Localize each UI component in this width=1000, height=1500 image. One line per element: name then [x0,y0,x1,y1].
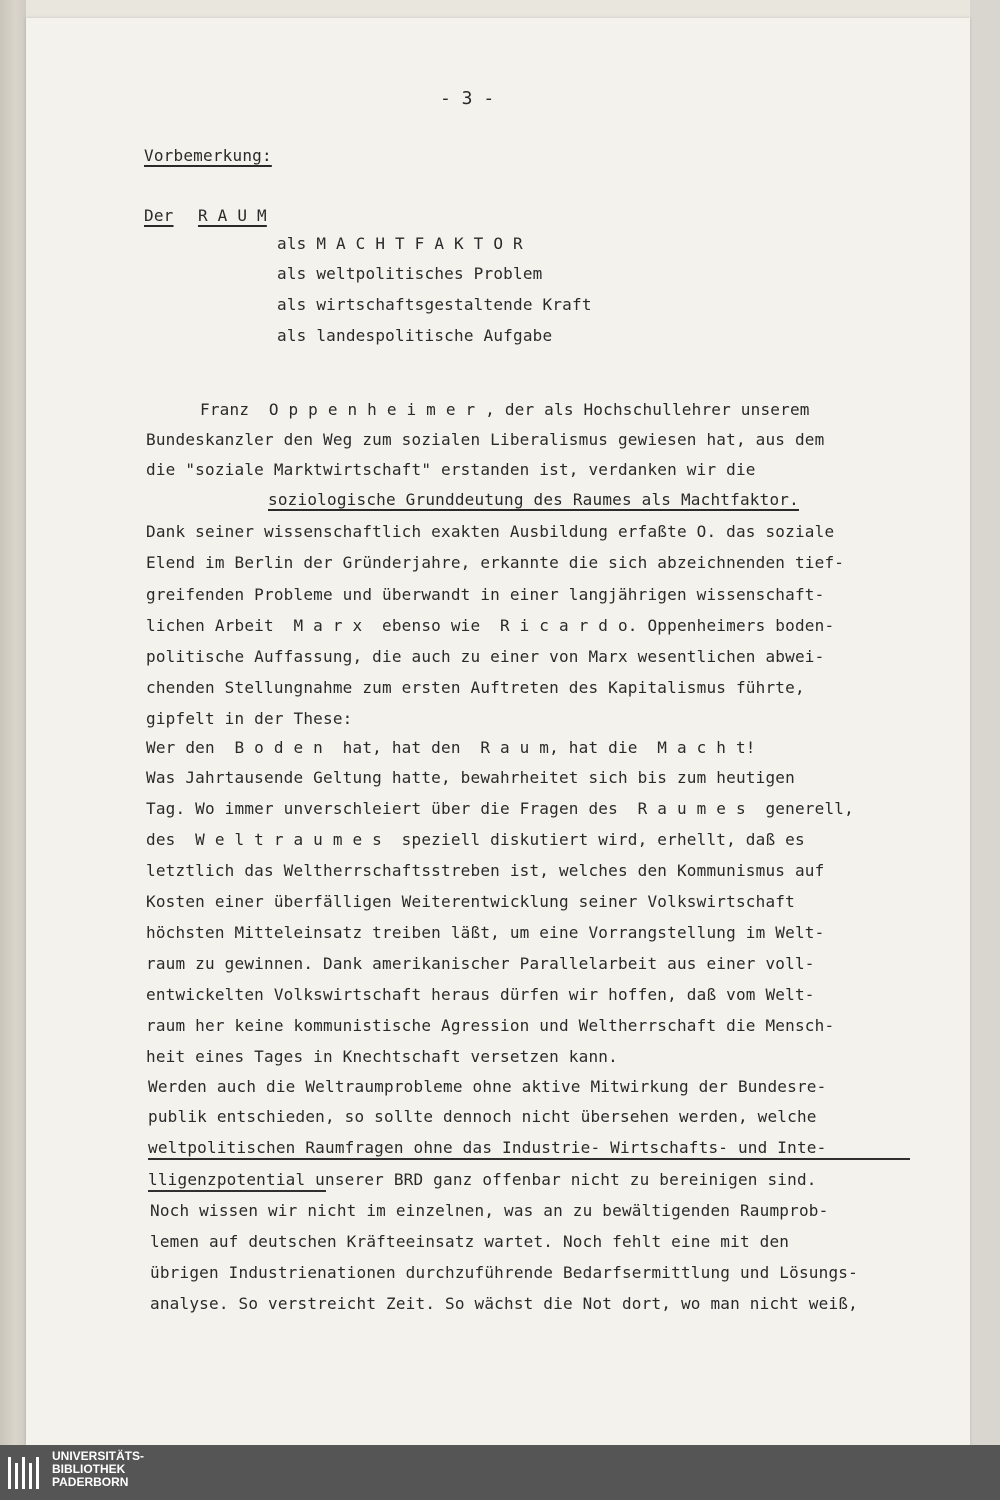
body-line: lichen Arbeit M a r x ebenso wie R i c a r d o. Oppenheimers boden- [146,616,835,635]
body-line: publik entschieden, so sollte dennoch nicht übersehen werden, welche [148,1107,817,1126]
logo-line: UNIVERSITÄTS- [52,1449,145,1463]
body-line: Dank seiner wissenschaftlich exakten Ausbildung erfaßte O. das soziale [146,522,835,541]
body-line: Tag. Wo immer unverschleiert über die Fragen des R a u m e s generell, [146,799,854,818]
body-line-emphasis: soziologische Grunddeutung des Raumes als Machtfaktor. [268,490,799,509]
body-line: Noch wissen wir nicht im einzelnen, was an zu bewältigenden Raumprob- [150,1201,829,1220]
logo-line: PADERBORN [52,1475,129,1489]
page-number: - 3 - [440,88,495,109]
body-line: raum zu gewinnen. Dank amerikanischer Parallelarbeit aus einer voll- [146,954,815,973]
body-line: übrigen Industrienationen durchzuführende Bedarfsermittlung und Lösungs- [150,1263,858,1282]
body-line: chenden Stellungnahme zum ersten Auftreten des Kapitalismus führte, [146,678,805,697]
body-line: die "soziale Marktwirtschaft" erstanden ist, verdanken wir die [146,460,756,479]
body-line-emphasis: weltpolitischen Raumfragen ohne das Industrie- Wirtschafts- und Inte- [148,1138,827,1157]
body-line: raum her keine kommunistische Agression und Weltherrschaft die Mensch- [146,1016,835,1035]
library-logo-text [52,1450,144,1489]
body-line: Franz O p p e n h e i m e r , der als Hochschullehrer unserem [200,400,810,419]
body-line: lemen auf deutschen Kräfteeinsatz wartet. Noch fehlt eine mit den [150,1232,790,1251]
title-der: Der [144,206,174,225]
library-logo-icon [6,1453,44,1493]
body-line: Werden auch die Weltraumprobleme ohne aktive Mitwirkung der Bundesre- [148,1077,827,1096]
body-line: Was Jahrtausende Geltung hatte, bewahrheitet sich bis zum heutigen [146,768,795,787]
book-gutter [0,0,26,1445]
body-line: letztlich das Weltherrschaftsstreben ist, welches den Kommunismus auf [146,861,825,880]
title-item: als M A C H T F A K T O R [277,234,523,253]
underline-mark [148,1190,326,1192]
body-line: heit eines Tages in Knechtschaft versetzen kann. [146,1047,618,1066]
body-line: Kosten einer überfälligen Weiterentwicklung seiner Volkswirtschaft [146,892,795,911]
body-line: Bundeskanzler den Weg zum sozialen Liberalismus gewiesen hat, aus dem [146,430,825,449]
body-line: gipfelt in der These: [146,709,353,728]
body-line: analyse. So verstreicht Zeit. So wächst die Not dort, wo man nicht weiß, [150,1294,858,1313]
title-item: als weltpolitisches Problem [277,264,543,283]
logo-line: BIBLIOTHEK [52,1462,126,1476]
footer-bar [0,1445,1000,1500]
title-item: als wirtschaftsgestaltende Kraft [277,295,592,314]
body-line: politische Auffassung, die auch zu einer von Marx wesentlichen abwei- [146,647,825,666]
body-line: entwickelten Volkswirtschaft heraus dürfen wir hoffen, daß vom Welt- [146,985,815,1004]
body-line: Elend im Berlin der Gründerjahre, erkannte die sich abzeichnenden tief- [146,553,845,572]
preliminary-heading: Vorbemerkung: [144,146,272,165]
body-line: lligenzpotential unserer BRD ganz offenbar nicht zu bereinigen sind. [148,1170,817,1189]
body-line: Wer den B o d e n hat, hat den R a u m, hat die M a c h t! [146,738,756,757]
body-line: höchsten Mitteleinsatz treiben läßt, um eine Vorrangstellung im Welt- [146,923,825,942]
body-line: greifenden Probleme und überwandt in einer langjährigen wissenschaft- [146,585,825,604]
body-line: des W e l t r a u m e s speziell diskutiert wird, erhellt, daß es [146,830,805,849]
title-raum: R A U M [198,206,267,225]
document-page [26,18,970,1445]
scan-margin [970,0,1000,1445]
title-item: als landespolitische Aufgabe [277,326,553,345]
underline-mark [148,1158,910,1160]
